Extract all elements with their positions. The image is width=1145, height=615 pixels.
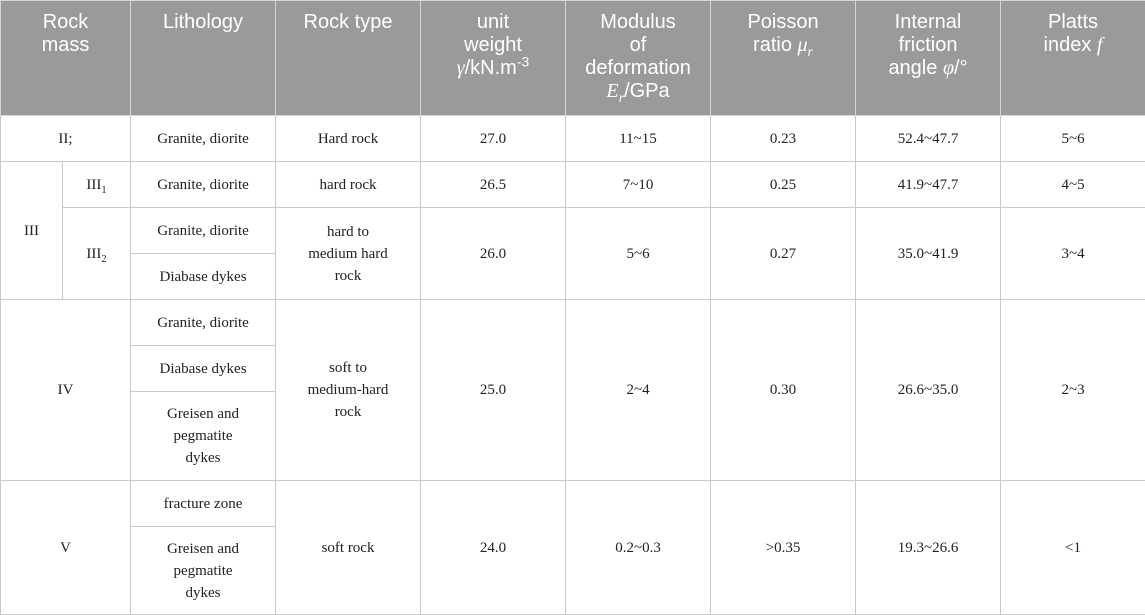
cell-rock-mass: II; — [1, 116, 131, 162]
cell-unit-weight: 26.0 — [421, 208, 566, 300]
cell-rock-type: soft rock — [276, 481, 421, 615]
cell-lithology: fracture zone — [131, 481, 276, 527]
cell-rock-type: Hard rock — [276, 116, 421, 162]
cell-lithology: Granite, diorite — [131, 208, 276, 254]
table-row — [1, 208, 1145, 254]
cell-friction: 41.9~47.7 — [856, 162, 1001, 208]
cell-modulus: 0.2~0.3 — [566, 481, 711, 615]
cell-subgrade: $III_2$ — [63, 208, 131, 300]
cell-rock-type: hard to medium hard rock — [276, 208, 421, 300]
cell-friction: 19.3~26.6 — [856, 481, 1001, 615]
cell-rock-mass: V — [1, 481, 131, 615]
cell-platts: 2~3 — [1001, 300, 1145, 481]
cell-lithology: Diabase dykes — [131, 254, 276, 300]
cell-lithology: Diabase dykes — [131, 346, 276, 392]
cell-friction: 35.0~41.9 — [856, 208, 1001, 300]
table-row — [1, 116, 1145, 162]
cell-unit-weight: 24.0 — [421, 481, 566, 615]
table-row — [1, 481, 1145, 527]
header-modulus: Modulus of deformation $E_r$/GPa — [566, 1, 711, 116]
cell-unit-weight: 26.5 — [421, 162, 566, 208]
cell-lithology: Granite, diorite — [131, 300, 276, 346]
header-poisson-ratio: Poisson ratio $\mu_r$ — [711, 1, 856, 116]
cell-unit-weight: 25.0 — [421, 300, 566, 481]
cell-rock-mass: IV — [1, 300, 131, 481]
cell-unit-weight: 27.0 — [421, 116, 566, 162]
cell-poisson: 0.30 — [711, 300, 856, 481]
header-rock-mass: Rock mass — [1, 1, 131, 116]
cell-platts: <1 — [1001, 481, 1145, 615]
cell-lithology: Greisen and pegmatite dykes — [131, 527, 276, 615]
header-lithology: Lithology — [131, 1, 276, 116]
cell-poisson: 0.25 — [711, 162, 856, 208]
cell-friction: 52.4~47.7 — [856, 116, 1001, 162]
cell-platts: 3~4 — [1001, 208, 1145, 300]
table-row — [1, 300, 1145, 346]
cell-lithology: Granite, diorite — [131, 116, 276, 162]
cell-modulus: 11~15 — [566, 116, 711, 162]
cell-modulus: 2~4 — [566, 300, 711, 481]
cell-platts: 5~6 — [1001, 116, 1145, 162]
cell-platts: 4~5 — [1001, 162, 1145, 208]
cell-rock-type: soft to medium-hard rock — [276, 300, 421, 481]
header-friction-angle: Internal friction angle φ/° — [856, 1, 1001, 116]
cell-poisson: 0.27 — [711, 208, 856, 300]
cell-modulus: 5~6 — [566, 208, 711, 300]
cell-modulus: 7~10 — [566, 162, 711, 208]
header-platts-index: Platts index f — [1001, 1, 1145, 116]
cell-poisson: >0.35 — [711, 481, 856, 615]
cell-rock-type: hard rock — [276, 162, 421, 208]
cell-friction: 26.6~35.0 — [856, 300, 1001, 481]
header-row — [1, 1, 1145, 116]
header-unit-weight: unit weight $\gamma/kN.m^{-3}$ — [421, 1, 566, 116]
table-row — [1, 162, 1145, 208]
header-rock-type: Rock type — [276, 1, 421, 116]
cell-subgrade: $III_1$ — [63, 162, 131, 208]
cell-lithology: Granite, diorite — [131, 162, 276, 208]
cell-poisson: 0.23 — [711, 116, 856, 162]
cell-rock-mass: III — [1, 162, 63, 300]
cell-lithology: Greisen and pegmatite dykes — [131, 392, 276, 481]
